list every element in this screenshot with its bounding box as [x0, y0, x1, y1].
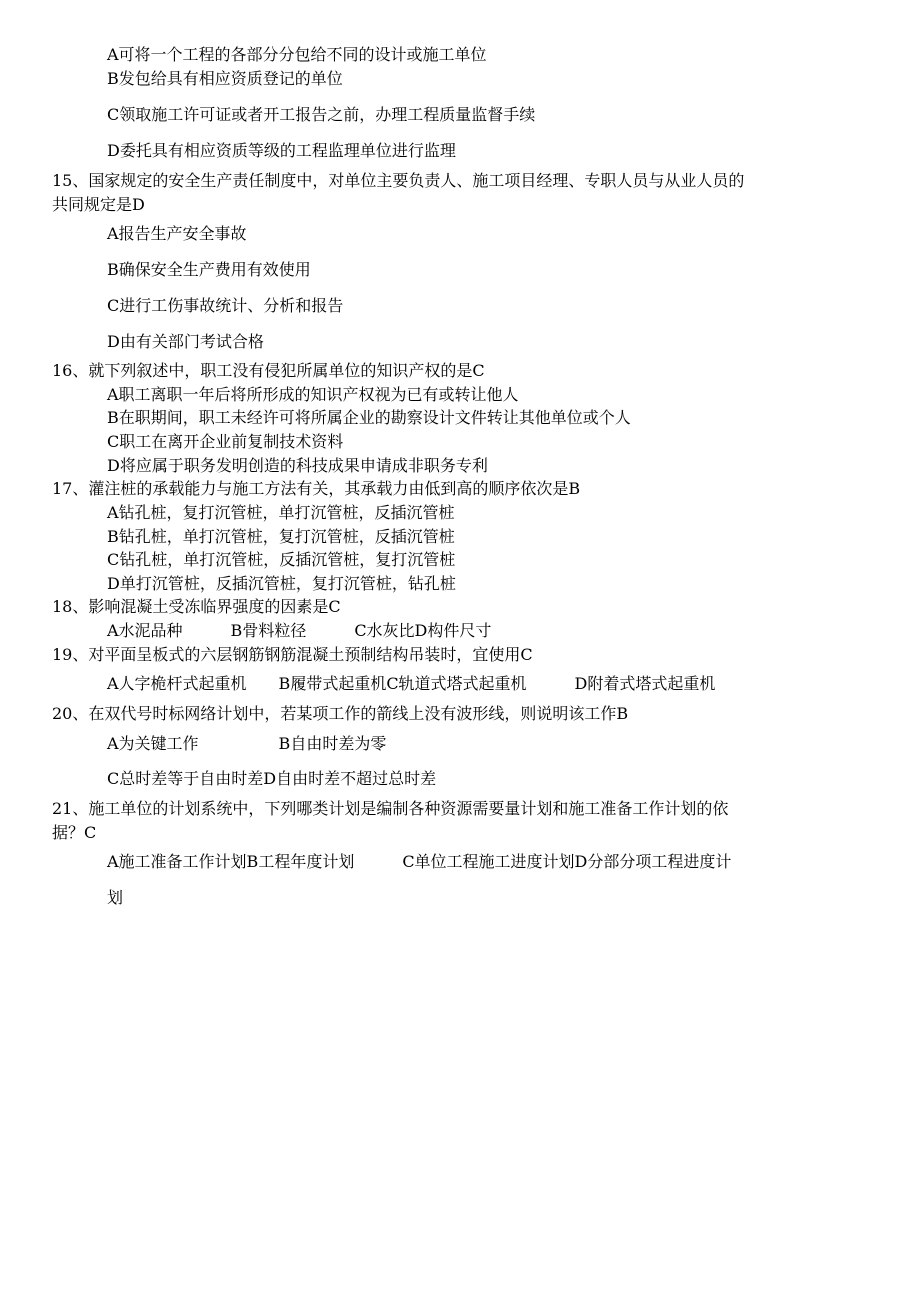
- q15-option-a: A报告生产安全事故: [107, 224, 247, 243]
- q21-options: A施工准备工作计划B工程年度计划 C单位工程施工进度计划D分部分项工程进度计: [107, 852, 732, 871]
- q16-option-d: D将应属于职务发明创造的科技成果申请成非职务专利: [107, 456, 488, 475]
- q18-options: A水泥品种 B骨料粒径 C水灰比D构件尺寸: [107, 621, 492, 640]
- q15-stem-line-2: 共同规定是D: [52, 195, 145, 214]
- q19-stem: 19、对平面呈板式的六层钢筋钢筋混凝土预制结构吊装时，宜使用C: [52, 645, 533, 664]
- q14-option-c: C领取施工许可证或者开工报告之前，办理工程质量监督手续: [107, 105, 536, 124]
- q19-options: A人字桅杆式起重机 B履带式起重机C轨道式塔式起重机 D附着式塔式起重机: [107, 674, 716, 693]
- q14-option-a: A可将一个工程的各部分分包给不同的设计或施工单位: [107, 45, 487, 64]
- q21-options-continued: 划: [107, 888, 124, 907]
- q15-stem-line-1: 15、国家规定的安全生产责任制度中，对单位主要负责人、施工项目经理、专职人员与从业人员的: [52, 171, 745, 190]
- q17-option-a: A钻孔桩，复打沉管桩，单打沉管桩，反插沉管桩: [107, 503, 455, 522]
- q16-option-a: A职工离职一年后将所形成的知识产权视为已有或转让他人: [107, 385, 519, 404]
- q15-option-d: D由有关部门考试合格: [107, 332, 264, 351]
- q20-options-ab: A为关键工作 B自由时差为零: [107, 734, 387, 753]
- q15-option-b: B确保安全生产费用有效使用: [107, 260, 311, 279]
- q17-option-b: B钻孔桩，单打沉管桩，复打沉管桩，反插沉管桩: [107, 527, 455, 546]
- q20-options-cd: C总时差等于自由时差D自由时差不超过总时差: [107, 769, 437, 788]
- q21-stem-line-1: 21、施工单位的计划系统中，下列哪类计划是编制各种资源需要量计划和施工准备工作计划的依: [52, 799, 729, 818]
- q17-stem: 17、灌注桩的承载能力与施工方法有关，其承载力由低到高的顺序依次是B: [52, 479, 581, 498]
- q14-option-b: B发包给具有相应资质登记的单位: [107, 69, 343, 88]
- q21-stem-line-2: 据？C: [52, 823, 97, 842]
- q16-option-c: C职工在离开企业前复制技术资料: [107, 432, 344, 451]
- q15-option-c: C进行工伤事故统计、分析和报告: [107, 296, 344, 315]
- q18-stem: 18、影响混凝土受冻临界强度的因素是C: [52, 597, 341, 616]
- q17-option-c: C钻孔桩，单打沉管桩，反插沉管桩，复打沉管桩: [107, 550, 456, 569]
- q14-option-d: D委托具有相应资质等级的工程监理单位进行监理: [107, 141, 456, 160]
- q16-option-b: B在职期间，职工未经许可将所属企业的勘察设计文件转让其他单位或个人: [107, 408, 631, 427]
- q20-stem: 20、在双代号时标网络计划中，若某项工作的箭线上没有波形线，则说明该工作B: [52, 704, 629, 723]
- q17-option-d: D单打沉管桩，反插沉管桩，复打沉管桩，钻孔桩: [107, 574, 456, 593]
- q16-stem: 16、就下列叙述中，职工没有侵犯所属单位的知识产权的是C: [52, 361, 485, 380]
